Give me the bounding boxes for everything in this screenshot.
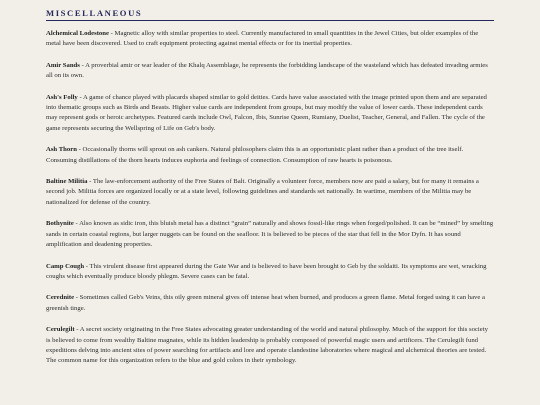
glossary-definition: - This virulent disease first appeared during the Gate War and is believed to have been brought to Geb by the soldaiti. Its symptoms are wet, wracking coughs which eventually produce bloody phlegm. Severe cases can be fatal. [46, 262, 487, 280]
glossary-definition: - A secret society originating in the Free States advocating greater understanding of the world and natural philosophy. Much of the support for this society is believed to come from wealthy Baltine magnates, while its hidden leadership is probably composed of powerful magic users and artificers. The Cerulegilt fund expeditions delving into ancient sites of power searching for artifacts and lore and operate clandestine laboratories where magical and alchemical theories are tested. The common name for this organization refers to the blue and gold colors in their symbology. [46, 326, 488, 365]
glossary-definition: - The law-enforcement authority of the Free States of Balt. Originally a volunteer force, members now are paid a salary, but for many it remains a second job. Militia forces are organized locally or at a state level, following guidelines and standards set nationally. In wartime, members of the Militia may be nationalized for defense of the country. [46, 178, 479, 206]
glossary-term: Bothynite [46, 220, 74, 228]
glossary-entry-bothynite [46, 219, 494, 250]
glossary-definition: - Also known as sidic iron, this bluish metal has a distinct “grain” naturally and shows fossil-like rings when forged/polished. It can be “mined” by smelting sands in certain coastal regions, but larger nuggets can be found on the seafloor. It is believed to be pieces of the star that fell in the Mor Dyfn. It has sound amplification and deadening properties. [46, 220, 494, 249]
glossary-list [46, 29, 494, 367]
glossary-term: Amir Sands [46, 61, 80, 69]
glossary-entry-ashs-folly [46, 93, 494, 135]
section-heading: MISCELLANEOUS [46, 8, 494, 21]
glossary-term: Baltine Militia [46, 178, 88, 186]
glossary-entry-baltine-militia [46, 177, 494, 208]
glossary-term: Ash's Folly [46, 93, 78, 101]
glossary-definition: - A proverbial amir or war leader of the Khalq Assemblage, he represents the forbidding landscape of the wasteland which has defeated invading armies all on its own. [46, 61, 488, 80]
glossary-definition: - Magnetic alloy with similar properties to steel. Currently manufactured in small quantities in the Jewel Cities, but older examples of the metal have been discovered. Used to craft equipment protecting against mental effects or for its inertial properties. [46, 30, 479, 48]
glossary-definition: - Occasionally thorns will sprout on ash cankers. Natural philosophers claim this is an opportunistic plant rather than a product of the tree itself. Consuming distillations of the thorn hearts induces euphoria and feelings of connection. Consumption of raw hearts is poisonous. [46, 146, 464, 164]
glossary-term: Camp Cough [46, 262, 85, 270]
glossary-definition: - Sometimes called Geb's Veins, this oily green mineral gives off intense heat when burned, and produces a green flame. Metal forged using it can have a greenish tinge. [46, 294, 485, 312]
glossary-term: Cerednite [46, 294, 75, 302]
glossary-entry-alchemical-lodestone [46, 29, 494, 50]
glossary-entry-cerulegilt [46, 325, 494, 367]
glossary-term: Cerulegilt [46, 326, 75, 334]
glossary-definition: - A game of chance played with placards shaped similar to gold deities. Cards have value associated with the image printed upon them and are separated into thematic groups such as Birds and Beasts. Higher value cards are independent from groups, but may modify the value of lower cards. These independent cards may represent gods or heroic archetypes. Featured cards include Owl, Falcon, Ibis, Sunrise Queen, Rumiany, Duelist, Teacher, General, and Fallen. The cycle of the game represents securing the Wellspring of Life on Geb's body. [46, 93, 487, 132]
glossary-entry-ash-thorn [46, 145, 494, 166]
glossary-entry-cerednite [46, 293, 494, 314]
glossary-entry-camp-cough [46, 262, 494, 283]
glossary-entry-amir-sands [46, 61, 494, 82]
glossary-term: Alchemical Lodestone [46, 30, 109, 37]
glossary-term: Ash Thorn [46, 146, 77, 154]
